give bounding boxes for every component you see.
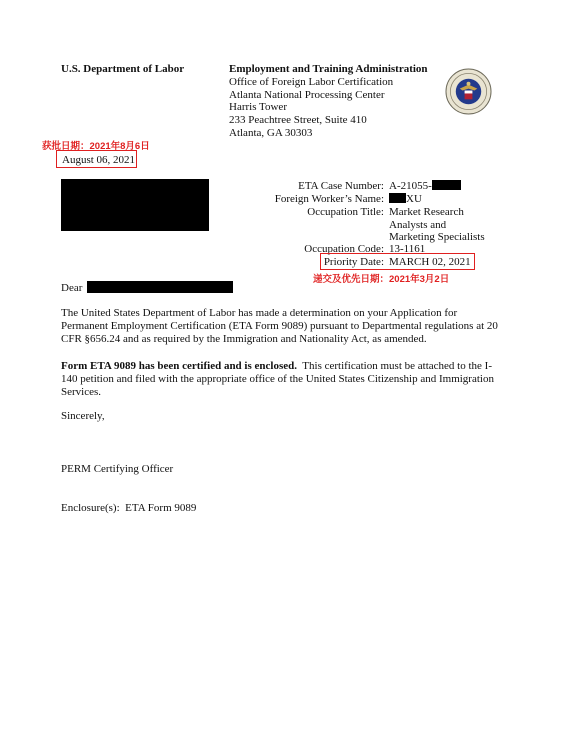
eta-line-4: 233 Peachtree Street, Suite 410: [229, 114, 367, 127]
case-number-prefix: A-21055-: [389, 180, 432, 192]
eta-line-2: Atlanta National Processing Center: [229, 88, 385, 101]
signer-title: PERM Certifying Officer: [61, 463, 174, 475]
dol-seal-logo: [445, 68, 492, 115]
closing: Sincerely,: [61, 410, 105, 422]
certified-statement: Form ETA 9089 has been certified and is enclosed.: [61, 360, 297, 372]
occupation-code-label: Occupation Code:: [304, 243, 384, 255]
eta-address-block: [229, 63, 428, 140]
occupation-title-line-2: Marketing Specialists: [389, 231, 485, 244]
eta-line-1: Office of Foreign Labor Certification: [229, 75, 394, 88]
redacted-worker-first-name: [389, 193, 406, 203]
certification-instructions: This certification must be attached to the I-140 petition and filed with the appropriate office of the United States Citizenship and Immigration Services.: [61, 360, 494, 398]
eta-line-0: Employment and Training Administration: [229, 63, 428, 75]
worker-name-label: Foreign Worker’s Name:: [274, 193, 384, 205]
occupation-title-line-0: Market Research: [389, 206, 464, 218]
letter-date: August 06, 2021: [62, 154, 136, 166]
enclosure-line: Enclosure(s): ETA Form 9089: [61, 502, 197, 514]
body-paragraph-2: [61, 360, 501, 398]
eta-line-3: Harris Tower: [229, 101, 287, 114]
occupation-code-value: 13-1161: [389, 243, 426, 255]
redacted-recipient-name: [87, 281, 233, 293]
salutation: Dear: [61, 282, 83, 294]
eta-line-5: Atlanta, GA 30303: [229, 126, 313, 139]
redacted-case-number: [432, 180, 461, 190]
occupation-title-line-1: Analysts and: [389, 218, 447, 231]
occupation-title-label: Occupation Title:: [307, 206, 384, 218]
worker-name-value: [389, 193, 422, 205]
priority-date-annotation: 递交及优先日期：2021年3月2日: [313, 274, 450, 285]
agency-name: U.S. Department of Labor: [61, 63, 185, 75]
case-number-label: ETA Case Number:: [298, 180, 384, 192]
body-paragraph-1: The United States Department of Labor has made a determination on your Application for Permanent Employment Certification (ETA Form 9089) pursuant to Departmental regulations at 20 CFR §656.24 and as required by the Immigration and Nationality Act, as amended.: [61, 307, 498, 345]
case-number-value: [389, 180, 461, 192]
worker-surname: XU: [406, 193, 422, 205]
approval-date-annotation: 获批日期：2021年8月6日: [42, 141, 150, 152]
occupation-title-value: [389, 206, 485, 244]
priority-date-label: Priority Date:: [323, 256, 384, 268]
redacted-address-block: [61, 179, 209, 231]
priority-date-value: MARCH 02, 2021: [389, 256, 471, 268]
